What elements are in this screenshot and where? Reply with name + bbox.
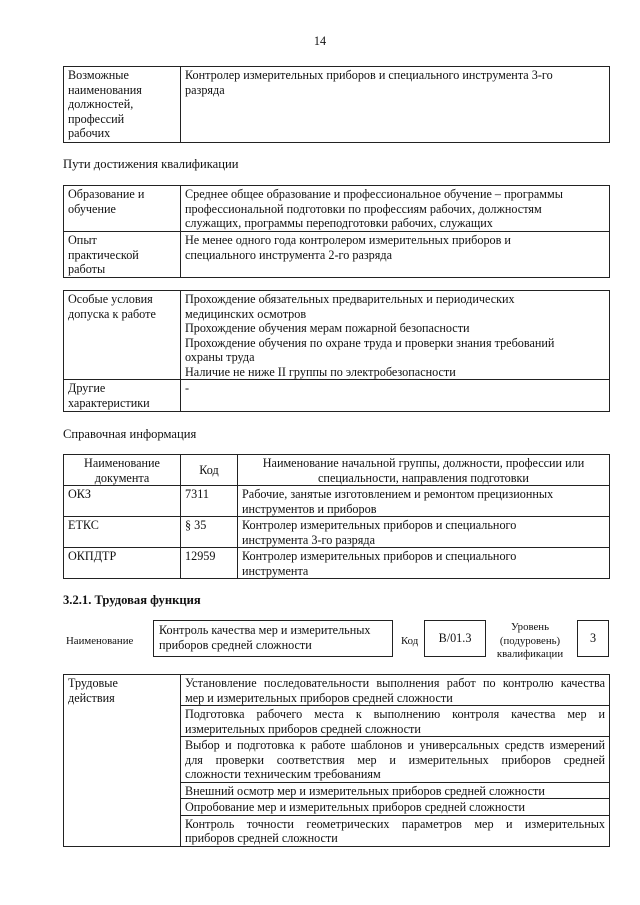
experience-value-line: Не менее одного года контролером измерительных приборов и xyxy=(185,233,511,247)
labor-action-item xyxy=(181,782,610,799)
function-level-label xyxy=(489,621,571,662)
conditions-value xyxy=(181,291,610,380)
conditions-value-line: медицинских осмотров xyxy=(185,306,307,321)
reference-name xyxy=(238,486,610,517)
reference-name xyxy=(238,548,610,579)
labor-action-line: мер и измерительных приборов средней сложности xyxy=(185,690,453,705)
function-name-line: приборов средней сложности xyxy=(159,637,312,652)
labor-action-line: Установление последовательности выполнения работ по контролю качества xyxy=(185,676,605,690)
reference-code: 12959 xyxy=(181,548,238,579)
conditions-value-line: Прохождение обучения по охране труда и проверки знания требований xyxy=(185,335,555,350)
positions-label-line: рабочих xyxy=(68,126,111,140)
education-value-line: служащих, программы переподготовки рабочих, служащих xyxy=(185,216,493,230)
reference-name-line: Контролер измерительных приборов и специального xyxy=(242,518,517,532)
experience-label-line: практической xyxy=(68,247,139,262)
positions-value xyxy=(181,67,610,143)
function-level-label-line: Уровень xyxy=(510,621,550,633)
reference-code: § 35 xyxy=(181,517,238,548)
other-label-line: Другие xyxy=(68,381,106,395)
labor-actions-label-line: Трудовые xyxy=(68,676,118,690)
function-name-label: Наименование xyxy=(66,635,134,647)
labor-action-line: приборов средней сложности xyxy=(185,831,338,845)
labor-action-line: Подготовка рабочего места к выполнению контроля качества мер и xyxy=(185,707,605,721)
reference-name-line: инструмента xyxy=(242,563,309,578)
table-row xyxy=(64,675,610,706)
labor-actions-label xyxy=(64,675,181,847)
function-name-line: Контроль качества мер и измерительных xyxy=(159,623,371,637)
reference-header-doc-line: документа xyxy=(94,470,150,485)
labor-action-line: Контроль точности геометрических параметров мер и измерительных xyxy=(185,816,605,831)
education-value xyxy=(181,186,610,232)
qualification-heading: Пути достижения квалификации xyxy=(63,157,239,171)
table-row xyxy=(64,517,610,548)
labor-action-line: измерительных приборов средней сложности xyxy=(185,721,421,736)
conditions-value-line: Прохождение обязательных предварительных и периодических xyxy=(185,292,515,306)
conditions-value-line: Прохождение обучения мерам пожарной безопасности xyxy=(185,321,470,335)
experience-label xyxy=(64,232,181,278)
reference-header-name xyxy=(238,455,610,486)
function-level-label-line: (подуровень) xyxy=(499,634,561,647)
education-label-line: обучение xyxy=(68,201,116,216)
labor-action-line: Опробование мер и измерительных приборов средней сложности xyxy=(185,800,526,814)
reference-doc: ОКЗ xyxy=(64,486,181,517)
labor-action-line: сложности техническим требованиям xyxy=(185,767,381,781)
function-level-box: 3 xyxy=(577,620,609,657)
reference-name-line: Рабочие, занятые изготовлением и ремонтом прецизионных xyxy=(242,487,554,501)
table-row xyxy=(64,548,610,579)
conditions-value-line: Наличие не ниже II группы по электробезопасности xyxy=(185,364,456,379)
function-level-label-line: квалификации xyxy=(496,648,564,660)
conditions-label xyxy=(64,291,181,380)
labor-action-item xyxy=(181,675,610,706)
reference-header-name-line: специальности, направления подготовки xyxy=(318,470,529,485)
education-label xyxy=(64,186,181,232)
labor-action-item xyxy=(181,706,610,737)
conditions-table xyxy=(63,290,610,412)
positions-value-line: разряда xyxy=(185,82,225,97)
labor-action-line: Внешний осмотр мер и измерительных приборов средней сложности xyxy=(185,783,545,798)
reference-heading: Справочная информация xyxy=(63,427,197,441)
function-name-box xyxy=(153,620,393,657)
reference-doc: ЕТКС xyxy=(64,517,181,548)
conditions-value-line: охраны труда xyxy=(185,350,255,364)
positions-label-line: Возможные xyxy=(68,68,129,82)
reference-header-doc-line: Наименование xyxy=(84,456,160,470)
positions-label xyxy=(64,67,181,143)
reference-header-name-line: Наименование начальной группы, должности, профессии или xyxy=(262,456,585,470)
experience-value-line: специального инструмента 2-го разряда xyxy=(185,247,392,262)
other-label-line: характеристики xyxy=(68,395,150,410)
reference-doc: ОКПДТР xyxy=(64,548,181,579)
function-code-box: В/01.3 xyxy=(424,620,486,657)
reference-header-doc xyxy=(64,455,181,486)
qualification-table xyxy=(63,185,610,278)
labor-action-line: для проверки соответствия мер и измерительных приборов средней xyxy=(185,752,605,767)
reference-name xyxy=(238,517,610,548)
positions-label-line: должностей, xyxy=(68,97,134,111)
reference-header-code: Код xyxy=(181,455,238,486)
labor-actions-table xyxy=(63,674,610,847)
reference-code: 7311 xyxy=(181,486,238,517)
education-value-line: Среднее общее образование и профессиональное обучение – программы xyxy=(185,187,563,201)
experience-label-line: работы xyxy=(68,262,106,276)
conditions-label-line: допуска к работе xyxy=(68,306,156,321)
labor-actions-label-line: действия xyxy=(68,690,115,705)
experience-label-line: Опыт xyxy=(68,233,97,247)
reference-name-line: инструмента 3-го разряда xyxy=(242,532,375,547)
positions-table xyxy=(63,66,610,143)
function-heading: 3.2.1. Трудовая функция xyxy=(63,593,201,607)
labor-action-item xyxy=(181,737,610,783)
other-value xyxy=(181,380,610,412)
function-code-label: Код xyxy=(401,635,419,647)
labor-action-line: Выбор и подготовка к работе шаблонов и универсальных средств измерений xyxy=(185,738,605,752)
page-number: 14 xyxy=(313,34,327,48)
other-label xyxy=(64,380,181,412)
positions-value-line: Контролер измерительных приборов и специального инструмента 3-го xyxy=(185,68,553,82)
education-label-line: Образование и xyxy=(68,187,145,201)
positions-label-line: наименования xyxy=(68,82,142,97)
experience-value xyxy=(181,232,610,278)
education-value-line: профессиональной подготовки по профессиям рабочих, должностям xyxy=(185,201,542,216)
labor-action-item xyxy=(181,815,610,846)
reference-table xyxy=(63,454,610,579)
positions-label-line: профессий xyxy=(68,111,125,126)
reference-name-line: Контролер измерительных приборов и специального xyxy=(242,549,517,563)
reference-name-line: инструментов и приборов xyxy=(242,501,377,516)
table-row xyxy=(64,486,610,517)
labor-action-item xyxy=(181,799,610,816)
conditions-label-line: Особые условия xyxy=(68,292,153,306)
other-value-text: - xyxy=(185,381,190,395)
